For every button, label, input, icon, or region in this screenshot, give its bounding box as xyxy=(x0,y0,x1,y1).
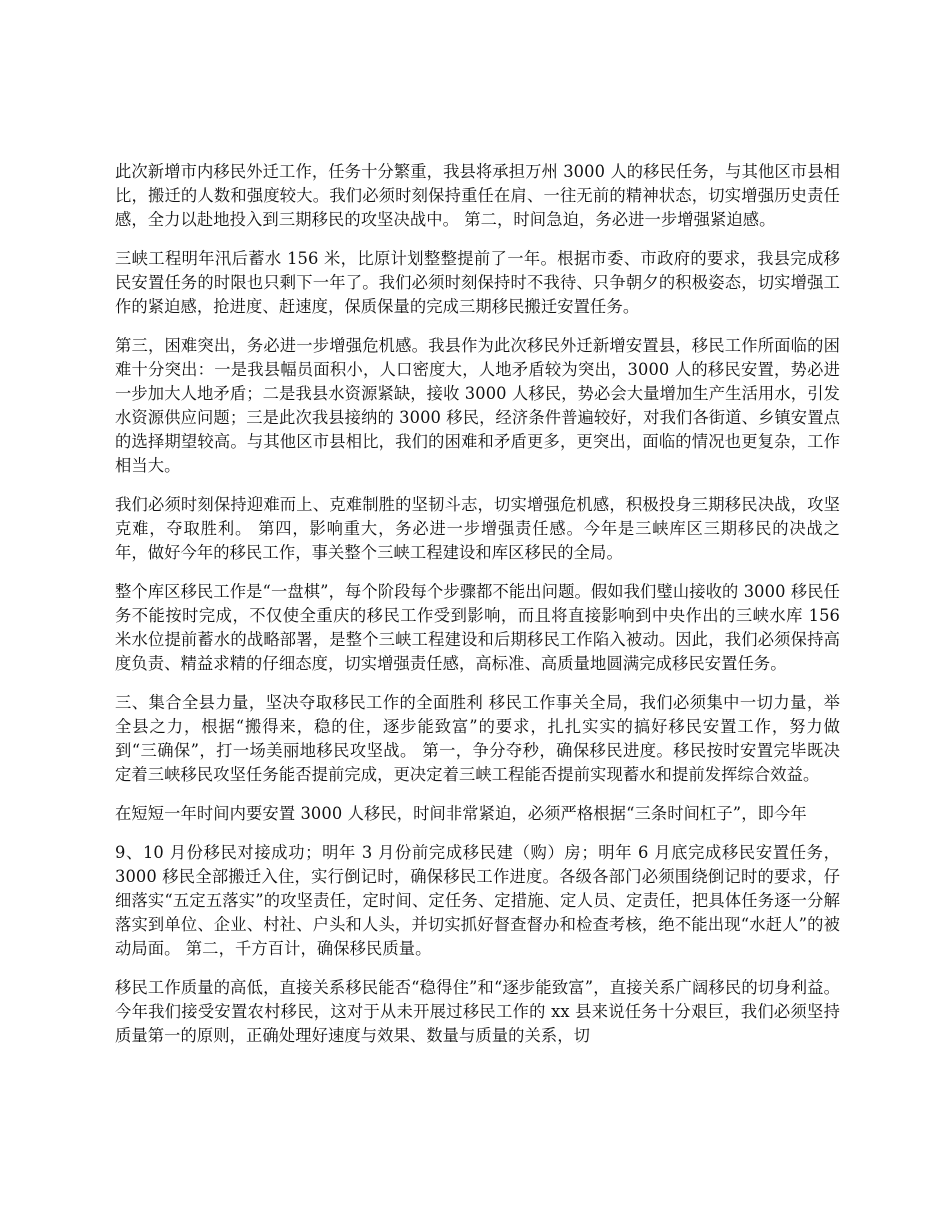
paragraph: 在短短一年时间内要安置 3000 人移民，时间非常紧迫，必须严格根据“三条时间杠子”，即今年 xyxy=(115,804,807,823)
paragraph: 第三，困难突出，务必进一步增强危机感。我县作为此次移民外迁新增安置县，移民工作所面临的困难十分突出：一是我县幅员面积小，人口密度大，人地矛盾较为突出，3000 人的移民安置，势必进一步加大人地矛盾；二是我县水资源紧缺，接收 3000 人移民，势必会大量增加生产生活用水，引发水资源供应问题；三是此次我县接纳的 3000 移民，经济条件普遍较好，对我们各街道、乡镇安置点的选择期望较高。与其他区市县相比，我们的困难和矛盾更多，更突出，面临的情况也更复杂，工作相当大。 xyxy=(115,336,840,475)
paragraph: 移民工作质量的高低，直接关系移民能否“稳得住”和“逐步能致富”，直接关系广阔移民的切身利益。今年我们接受安置农村移民，这对于从未开展过移民工作的 xx 县来说任务十分艰巨，我们必须坚持质量第一的原则，正确处理好速度与效果、数量与质量的关系，切 xyxy=(115,978,840,1045)
paragraph: 此次新增市内移民外迁工作，任务十分繁重，我县将承担万州 3000 人的移民任务，与其他区市县相比，搬迁的人数和强度较大。我们必须时刻保持重任在肩、一往无前的精神状态，切实增强历史责任感，全力以赴地投入到三期移民的攻坚决战中。 第二，时间急迫，务必进一步增强紧迫感。 xyxy=(115,162,840,229)
paragraph: 我们必须时刻保持迎难而上、克难制胜的坚韧斗志，切实增强危机感，积极投身三期移民决战，攻坚克难，夺取胜利。 第四，影响重大，务必进一步增强责任感。今年是三峡库区三期移民的决战之年，做好今年的移民工作，事关整个三峡工程建设和库区移民的全局。 xyxy=(115,495,840,562)
paragraph: 三、集合全县力量，坚决夺取移民工作的全面胜利 移民工作事关全局，我们必须集中一切力量，举全县之力，根据“搬得来，稳的住，逐步能致富”的要求，扎扎实实的搞好移民安置工作，努力做到“三确保”，打一场美丽地移民攻坚战。 第一，争分夺秒，确保移民进度。移民按时安置完毕既决定着三峡移民攻坚任务能否提前完成，更决定着三峡工程能否提前实现蓄水和提前发挥综合效益。 xyxy=(115,693,840,784)
paragraph: 9、10 月份移民对接成功；明年 3 月份前完成移民建（购）房；明年 6 月底完成移民安置任务，3000 移民全部搬迁入住，实行倒记时，确保移民工作进度。各级各部门必须围绕倒记时的要求，仔细落实“五定五落实”的攻坚责任，定时间、定任务、定措施、定人员、定责任，把具体任务逐一分解落实到单位、企业、村社、户头和人头，并切实抓好督查督办和检查考核，绝不能出现“水赶人”的被动局面。 第二，千方百计，确保移民质量。 xyxy=(115,843,840,958)
paragraph: 整个库区移民工作是“一盘棋”，每个阶段每个步骤都不能出问题。假如我们璧山接收的 3000 移民任务不能按时完成，不仅使全重庆的移民工作受到影响，而且将直接影响到中央作出的三峡水库 156 米水位提前蓄水的战略部署，是整个三峡工程建设和后期移民工作陷入被动。因此，我们必须保持高度负责、精益求精的仔细态度，切实增强责任感，高标准、高质量地圆满完成移民安置任务。 xyxy=(115,582,840,673)
document-body xyxy=(115,160,840,1063)
paragraph: 三峡工程明年汛后蓄水 156 米，比原计划整整提前了一年。根据市委、市政府的要求，我县完成移民安置任务的时限也只剩下一年了。我们必须时刻保持时不我待、只争朝夕的积极姿态，切实增强工作的紧迫感，抢进度、赶速度，保质保量的完成三期移民搬迁安置任务。 xyxy=(115,249,840,316)
